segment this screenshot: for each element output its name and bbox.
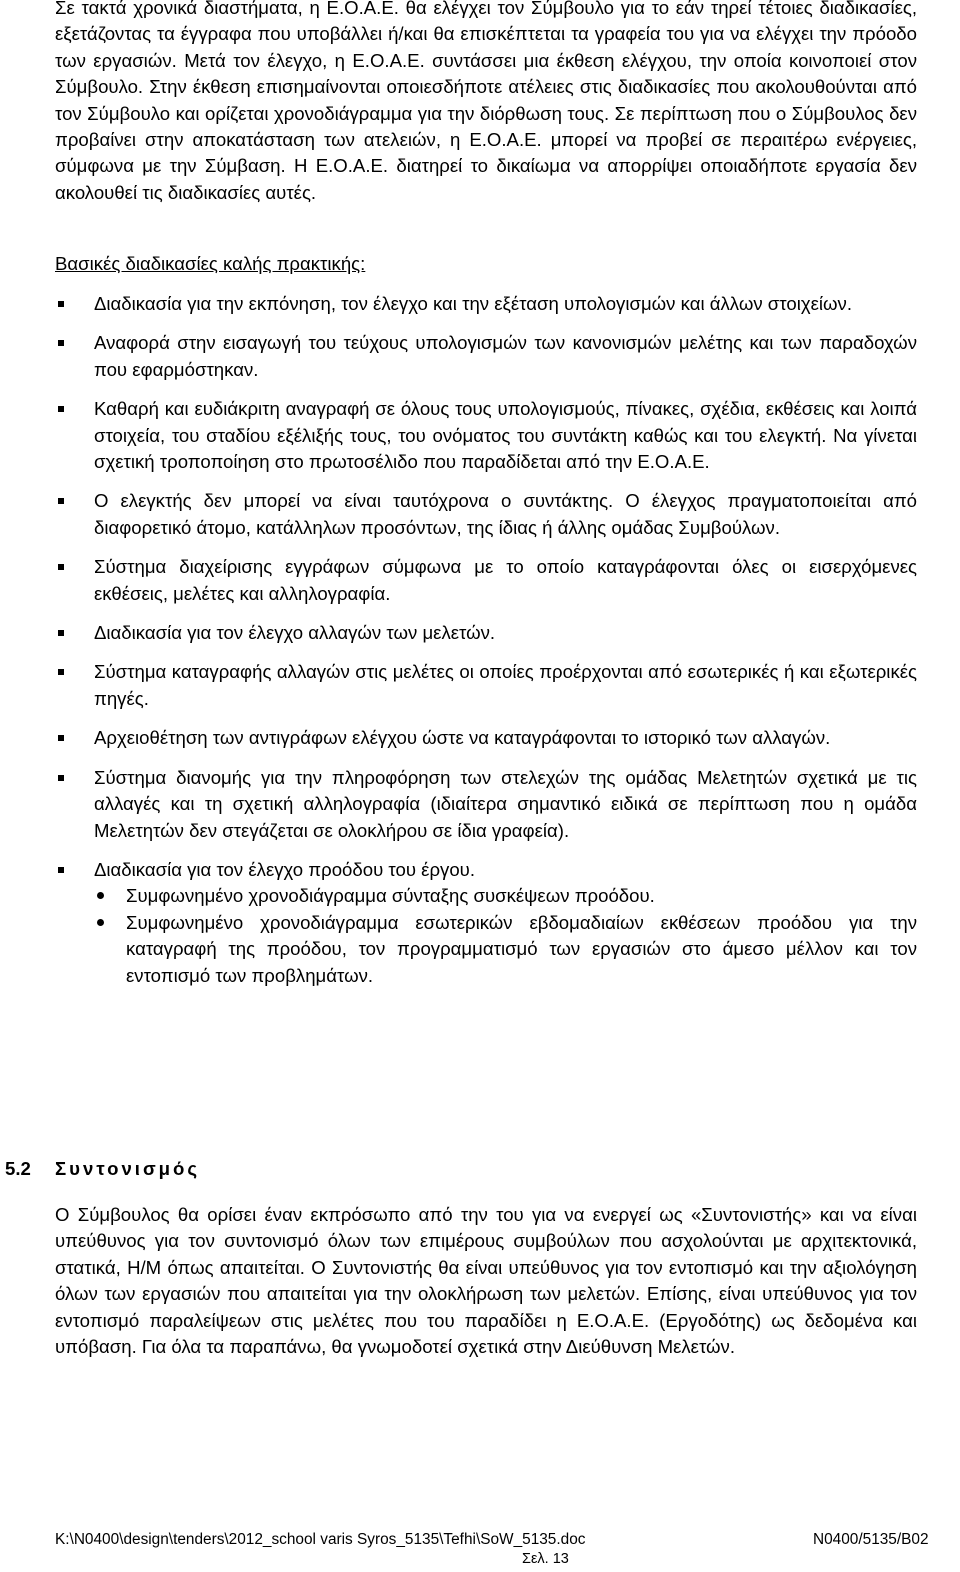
list-item (55, 857, 917, 883)
page-number: Σελ. 13 (522, 1551, 569, 1567)
list-item (55, 659, 917, 712)
section-heading (5, 1158, 200, 1180)
square-bullet-icon (58, 564, 64, 570)
list-item (55, 765, 917, 844)
square-bullet-icon (58, 301, 64, 307)
sub-list-item-text: Συμφωνημένο χρονοδιάγραμμα εσωτερικών εβδομαδιαίων εκθέσεων προόδου για την καταγραφή της προόδου, τον προγραμματισμό των εργασιών στο άμεσο μέλλον και τον εντοπισμό των προβλημάτων. (126, 911, 917, 986)
list-item (55, 554, 917, 607)
square-bullet-icon (58, 669, 64, 675)
list-item (55, 330, 917, 383)
section-title: Συντονισμός (55, 1158, 201, 1179)
list-item (55, 291, 917, 317)
square-bullet-icon (58, 735, 64, 741)
square-bullet-icon (58, 775, 64, 781)
footer-doc-code: N0400/5135/B02 (813, 1531, 929, 1548)
sub-list-item (55, 910, 917, 989)
section-number: 5.2 (5, 1158, 31, 1179)
list-item (55, 725, 917, 751)
section-paragraph: Ο Σύμβουλος θα ορίσει έναν εκπρόσωπο από την του για να ενεργεί ως «Συντονιστής» και να είναι υπεύθυνος για τον συντονισμό όλων των επιμέρους συμβούλων που ασχολούνται με αρχιτεκτονικά, στατικά, Η/Μ όπως απαιτείται. Ο Συντονιστής θα είναι υπεύθυνος για τον εντοπισμό και την αξιολόγηση όλων των εργασιών που απαιτείται για την ολοκλήρωση των μελετών. Επίσης, είναι υπεύθυνος για τον εντοπισμό παραλείψεων στις μελέτες που του παραδίδει η Ε.Ο.Α.Ε. (Εργοδότης) ως δεδομένα και υπόβαση. Για όλα τα παραπάνω, θα γνωμοδοτεί σχετικά στην Διεύθυνση Μελετών. (55, 1204, 917, 1358)
square-bullet-icon (58, 498, 64, 504)
intro-paragraph: Σε τακτά χρονικά διαστήματα, η Ε.Ο.Α.Ε. θα ελέγχει τον Σύμβουλο για το εάν τηρεί τέτοιες διαδικασίες, εξετάζοντας τα έγγραφα που υποβάλλει ή/και θα επισκέπτεται τα γραφεία του για να ελέγχει την πρόοδο των εργασιών. Μετά τον έλεγχο, η Ε.Ο.Α.Ε. συντάσσει μια έκθεση ελέγχου, την οποία κοινοποιεί στον Σύμβουλο. Στην έκθεση επισημαίνονται οποιεσδήποτε ατέλειες στις διαδικασίες που ακολουθούνται από τον Σύμβουλο και ορίζεται χρονοδιάγραμμα για την διόρθωση τους. Σε περίπτωση που ο Σύμβουλος δεν προβαίνει στην αποκατάσταση των ατελειών, η Ε.Ο.Α.Ε. μπορεί να προβεί σε περαιτέρω ενέργειες, σύμφωνα με την Σύμβαση. Η Ε.Ο.Α.Ε. διατηρεί το δικαίωμα να απορρίψει οποιαδήποτε εργασία δεν ακολουθεί τις διαδικασίες αυτές. (55, 0, 917, 203)
list-item (55, 488, 917, 541)
round-bullet-icon (97, 892, 104, 899)
square-bullet-icon (58, 630, 64, 636)
list-item-text: Σύστημα διανομής για την πληροφόρηση των στελεχών της ομάδας Μελετητών σχετικά με τις αλλαγές και τη σχετική αλληλογραφία (ιδιαίτερα σημαντικό ειδικά σε περίπτωση που η ομάδα Μελετητών δεν στεγάζεται σε ολοκλήρου σε ίδια γραφεία). (94, 766, 917, 841)
practices-heading: Βασικές διαδικασίες καλής πρακτικής: (55, 253, 366, 274)
list-item (55, 396, 917, 475)
square-bullet-icon (58, 340, 64, 346)
sub-list-item (55, 883, 917, 909)
square-bullet-icon (58, 406, 64, 412)
list-item-text: Σύστημα διαχείρισης εγγράφων σύμφωνα με το οποίο καταγράφονται όλες οι εισερχόμενες εκθέσεις, μελέτες και αλληλογραφία. (94, 556, 917, 604)
list-item (55, 620, 917, 646)
footer-file-path: K:\N0400\design\tenders\2012_school varis Syros_5135\Tefhi\SoW_5135.doc (55, 1531, 586, 1548)
list-item-text: Αρχειοθέτηση των αντιγράφων ελέγχου ώστε να καταγράφονται το ιστορικό των αλλαγών. (94, 727, 831, 749)
square-bullet-icon (58, 867, 64, 873)
list-item-text: Διαδικασία για τον έλεγχο αλλαγών των μελετών. (94, 622, 496, 644)
round-bullet-icon (97, 919, 104, 926)
sub-list-item-text: Συμφωνημένο χρονοδιάγραμμα σύνταξης συσκέψεων προόδου. (126, 885, 655, 907)
list-item-text: Αναφορά στην εισαγωγή του τεύχους υπολογισμών των κανονισμών μελέτης και των παραδοχών που εφαρμόστηκαν. (94, 332, 917, 380)
list-item-text: Καθαρή και ευδιάκριτη αναγραφή σε όλους τους υπολογισμούς, πίνακες, σχέδια, εκθέσεις και λοιπά στοιχεία, του σταδίου εξέλιξής τους, του ονόματος του συντάκτη καθώς και του ελεγκτή. Να γίνεται σχετική τροποποίηση στο πρωτοσέλιδο που παραδίδεται από την Ε.Ο.Α.Ε. (94, 398, 917, 473)
list-item-text: Σύστημα καταγραφής αλλαγών στις μελέτες οι οποίες προέρχονται από εσωτερικές ή και εξωτερικές πηγές. (94, 661, 917, 709)
list-item-text: Διαδικασία για την εκπόνηση, τον έλεγχο και την εξέταση υπολογισμών και άλλων στοιχείων. (94, 293, 852, 314)
list-item-text: Ο ελεγκτής δεν μπορεί να είναι ταυτόχρονα ο συντάκτης. Ο έλεγχος πραγματοποιείται από διαφορετικό άτομο, κατάλληλων προσόντων, της ίδιας ή άλλης ομάδας Συμβούλων. (94, 490, 917, 538)
list-item-text: Διαδικασία για τον έλεγχο προόδου του έργου. (94, 858, 475, 880)
practices-list (55, 291, 917, 989)
